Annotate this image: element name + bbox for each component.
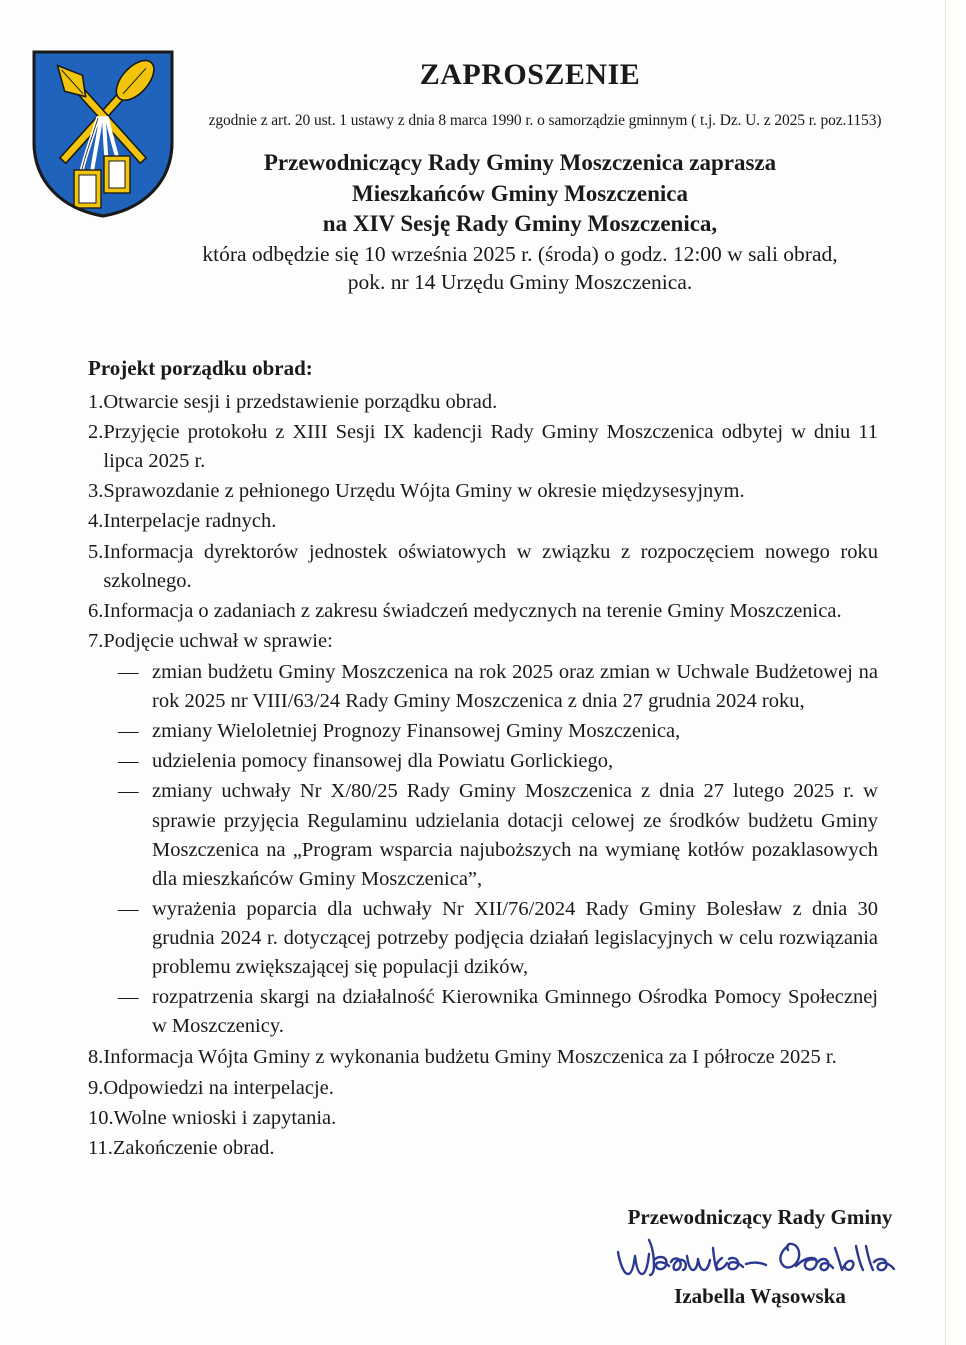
resolution-text: wyrażenia poparcia dla uchwały Nr XII/76/2024 Rady Gminy Bolesław z dnia 30 grudnia 2024 r. dotyczącej potrzeby podjęcia działań legislacyjnych w celu rozwiązania problemu zwiększającej się populacji dzików, [152, 897, 878, 979]
agenda-item-number: 8. [88, 1046, 104, 1069]
agenda-item-number: 3. [88, 480, 104, 503]
resolutions-sublist [88, 658, 878, 1041]
agenda-item [88, 388, 878, 417]
agenda-item-number: 5. [88, 540, 104, 563]
invitation-block [150, 148, 890, 297]
agenda-item [88, 418, 878, 476]
agenda-list [88, 388, 878, 1164]
invitation-line-3: na XIV Sesję Rady Gminy Moszczenica, [322, 211, 718, 237]
agenda-item-text: Interpelacje radnych. [103, 510, 277, 533]
resolution-text: udzielenia pomocy finansowej dla Powiatu Gorlickiego, [152, 750, 614, 773]
agenda-item-number: 1. [88, 391, 104, 413]
em-dash-bullet-icon: — [118, 897, 139, 920]
agenda-item-number: 4. [88, 510, 104, 533]
agenda-item [88, 538, 878, 596]
agenda-item [88, 1134, 878, 1163]
agenda-item-number: 9. [88, 1076, 104, 1099]
agenda-item [88, 507, 878, 536]
agenda-item-text: Odpowiedzi na interpelacje. [103, 1076, 334, 1099]
session-location-line: pok. nr 14 Urzędu Gminy Moszczenica. [347, 270, 693, 295]
agenda-item [88, 1074, 878, 1103]
agenda-item-text: Informacja Wójta Gminy z wykonania budżetu Gminy Moszczenica za I półrocze 2025 r. [103, 1046, 837, 1069]
agenda-item-text: Otwarcie sesji i przedstawienie porządku obrad. [103, 391, 498, 413]
signatory-name: Izabella Wąsowska [674, 1284, 846, 1308]
resolution-item [88, 747, 878, 776]
scan-artifact-line [945, 0, 946, 1345]
document-title: ZAPROSZENIE [419, 58, 641, 91]
em-dash-bullet-icon: — [118, 720, 139, 743]
invitation-line-1: Przewodniczący Rady Gminy Moszczenica zaprasza [263, 150, 777, 175]
agenda-item [88, 627, 878, 656]
em-dash-bullet-icon: — [118, 780, 139, 803]
signature-block [560, 1205, 960, 1309]
agenda-item-text: Informacja o zadaniach z zakresu świadczeń medycznych na terenie Gminy Moszczenica. [103, 599, 842, 622]
invitation-line-2: Mieszkańców Gminy Moszczenica [352, 180, 688, 206]
agenda-item-number: 11. [88, 1136, 113, 1159]
agenda-item-text: Podjęcie uchwał w sprawie: [103, 629, 333, 652]
agenda-item-number: 7. [88, 629, 104, 652]
agenda-item-text: Przyjęcie protokołu z XIII Sesji IX kadencji Rady Gminy Moszczenica odbytej w dniu 11 lipca 2025 r. [103, 421, 878, 473]
handwritten-signature-mark [560, 1232, 960, 1284]
legal-basis-note: zgodnie z art. 20 ust. 1 ustawy z dnia 8 marca 1990 r. o samorządzie gminnym ( t.j. Dz. U. z 2025 r. poz.1153) [208, 112, 882, 129]
agenda-item-text: Informacja dyrektorów jednostek oświatowych w związku z rozpoczęciem nowego roku szkolnego. [103, 540, 878, 592]
agenda-item-number: 6. [88, 599, 104, 622]
em-dash-bullet-icon: — [118, 750, 139, 773]
resolution-item [88, 717, 878, 746]
resolution-text: rozpatrzenia skargi na działalność Kierownika Gminnego Ośrodka Pomocy Społecznej w Moszczenicy. [152, 986, 878, 1038]
em-dash-bullet-icon: — [118, 986, 139, 1009]
em-dash-bullet-icon: — [118, 660, 139, 683]
resolution-text: zmiany Wieloletniej Prognozy Finansowej Gminy Moszczenica, [152, 720, 681, 743]
resolution-item [88, 983, 878, 1041]
agenda-item [88, 1043, 878, 1072]
agenda-item [88, 477, 878, 506]
agenda-item-text: Wolne wnioski i zapytania. [113, 1106, 337, 1129]
agenda-item-text: Zakończenie obrad. [112, 1136, 275, 1159]
session-datetime-line: która odbędzie się 10 września 2025 r. (środa) o godz. 12:00 w sali obrad, [202, 241, 838, 266]
agenda-heading: Projekt porządku obrad: [88, 356, 313, 380]
agenda-item [88, 597, 878, 626]
resolution-text: zmian budżetu Gminy Moszczenica na rok 2025 oraz zmian w Uchwale Budżetowej na rok 2025 nr VIII/63/24 Rady Gminy Moszczenica z dnia 27 grudnia 2024 roku, [152, 660, 878, 713]
signatory-role: Przewodniczący Rady Gminy [627, 1205, 893, 1229]
agenda-item-number: 10. [88, 1106, 114, 1129]
resolution-item [88, 658, 878, 716]
resolution-text: zmiany uchwały Nr X/80/25 Rady Gminy Moszczenica z dnia 27 lutego 2025 r. w sprawie przyjęcia Regulaminu udzielania dotacji celowej ze środków budżetu Gminy Moszczenica na „Program wsparcia najuboższych na wymianę kotłów pozaklasowych dla mieszkańców Gminy Moszczenica”, [152, 780, 878, 890]
resolution-item [88, 895, 878, 982]
resolution-item [88, 777, 878, 893]
agenda-item [88, 1104, 878, 1133]
agenda-item-text: Sprawozdanie z pełnionego Urzędu Wójta Gminy w okresie międzysesyjnym. [103, 480, 745, 503]
agenda-item-number: 2. [88, 421, 104, 444]
